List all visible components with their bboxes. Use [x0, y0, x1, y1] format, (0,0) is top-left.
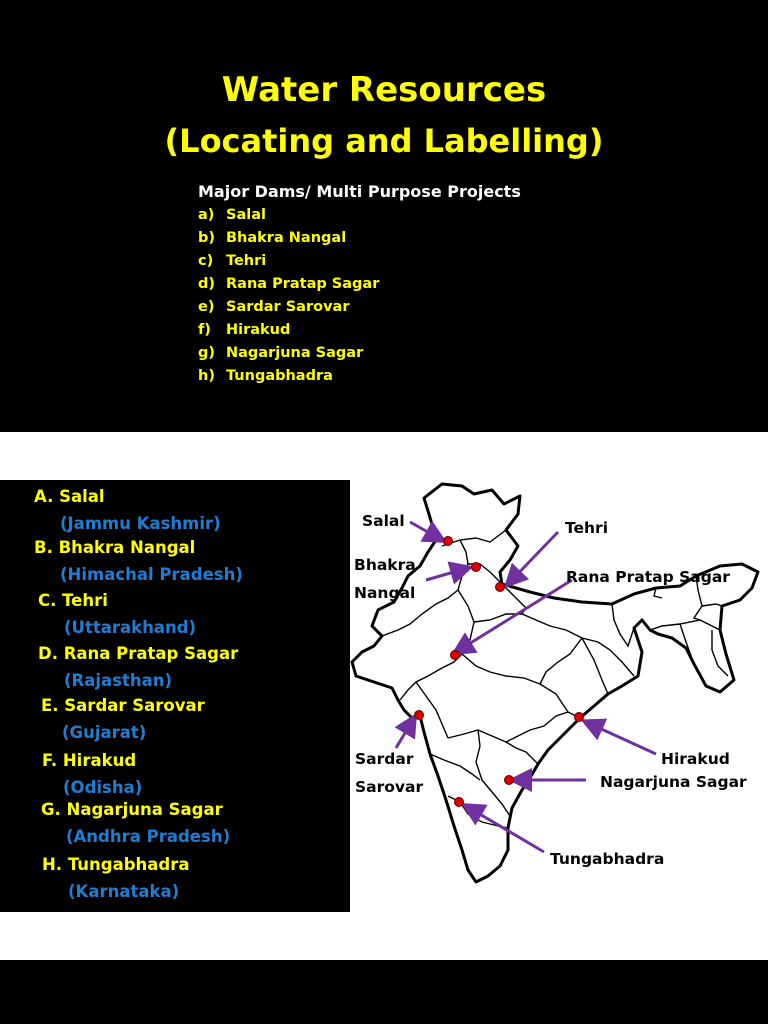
- marker-nagarjuna-sagar: [505, 776, 514, 785]
- list-marker: a): [198, 207, 215, 223]
- dam-name: G. Nagarjuna Sagar: [41, 800, 223, 819]
- list-item: [198, 207, 379, 230]
- marker-hirakud: [575, 713, 584, 722]
- list-item: [198, 368, 379, 391]
- dam-state: (Karnataka): [68, 882, 180, 901]
- list-item: [198, 322, 379, 345]
- slide-subtitle: (Locating and Labelling): [164, 122, 604, 160]
- arrow-salal: [410, 522, 442, 540]
- answer-item-salal: [34, 487, 221, 534]
- marker-sardar-sarovar: [415, 711, 424, 720]
- india-map-panel: [350, 480, 768, 912]
- list-item-label: Sardar Sarovar: [226, 299, 350, 315]
- dam-state: (Gujarat): [62, 723, 147, 742]
- india-outline: [352, 484, 758, 882]
- list-marker: d): [198, 276, 216, 292]
- map-label-salal: Salal: [362, 512, 405, 530]
- list-marker: c): [198, 253, 214, 269]
- marker-tehri: [496, 583, 505, 592]
- list-item: [198, 345, 379, 368]
- answer-slide: [0, 480, 768, 912]
- dam-name: F. Hirakud: [42, 751, 137, 770]
- dam-state: (Jammu Kashmir): [60, 514, 221, 533]
- list-heading: Major Dams/ Multi Purpose Projects: [198, 182, 521, 201]
- arrow-hirakud: [586, 722, 656, 754]
- dam-name: D. Rana Pratap Sagar: [38, 644, 239, 663]
- list-item-label: Bhakra Nangal: [226, 230, 347, 246]
- answer-item-hirakud: [42, 751, 142, 798]
- answer-item-tehri: [38, 591, 196, 638]
- list-marker: g): [198, 345, 216, 361]
- dam-state: (Himachal Pradesh): [60, 565, 243, 584]
- arrow-tungabhadra: [466, 806, 544, 852]
- list-item: [198, 299, 379, 322]
- dam-state: (Odisha): [63, 778, 143, 797]
- dam-name: E. Sardar Sarovar: [41, 696, 205, 715]
- list-item: [198, 253, 379, 276]
- answer-item-rana-pratap-sagar: [38, 644, 238, 691]
- list-item: [198, 276, 379, 299]
- map-label-tungabhadra: Tungabhadra: [550, 850, 665, 868]
- answer-item-bhakra: [34, 538, 243, 585]
- list-marker: b): [198, 230, 216, 246]
- arrow-tehri: [508, 532, 558, 584]
- list-marker: h): [198, 368, 215, 384]
- list-marker: e): [198, 299, 215, 315]
- list-item-label: Tungabhadra: [226, 368, 333, 384]
- map-label-sarovar: Sarovar: [355, 778, 424, 796]
- next-slide-strip: [0, 960, 768, 1024]
- dam-name: A. Salal: [34, 487, 105, 506]
- list-item-label: Nagarjuna Sagar: [226, 345, 364, 361]
- map-label-bhakra: Bhakra: [354, 556, 416, 574]
- arrow-sardar-sarovar: [396, 718, 414, 748]
- list-marker: f): [198, 322, 211, 338]
- dam-state: (Uttarakhand): [64, 618, 197, 637]
- map-label-nangal: Nangal: [354, 584, 416, 602]
- map-label-sardar: Sardar: [355, 750, 414, 768]
- arrow-rana-pratap-sagar: [456, 580, 572, 652]
- marker-bhakra-nangal: [472, 563, 481, 572]
- dam-state: (Rajasthan): [64, 671, 173, 690]
- map-label-tehri: Tehri: [565, 519, 609, 537]
- answer-item-sardar-sarovar: [41, 696, 205, 743]
- list-item: [198, 230, 379, 253]
- dam-name: C. Tehri: [38, 591, 108, 610]
- list-item-label: Salal: [226, 207, 266, 223]
- answer-list: [0, 480, 350, 912]
- marker-rana-pratap-sagar: [451, 651, 460, 660]
- title-slide: [0, 0, 768, 432]
- marker-tungabhadra: [455, 798, 464, 807]
- map-label-hirakud: Hirakud: [661, 750, 730, 768]
- india-map: [350, 480, 768, 912]
- dam-name: H. Tungabhadra: [42, 855, 190, 874]
- slide-title: Water Resources: [221, 70, 547, 110]
- answer-item-tungabhadra: [42, 855, 189, 902]
- answer-item-nagarjuna-sagar: [41, 800, 230, 847]
- marker-salal: [444, 537, 453, 546]
- dam-list: [198, 207, 379, 391]
- map-label-rana-pratap-sagar: Rana Pratap Sagar: [566, 568, 730, 586]
- dam-state: (Andhra Pradesh): [66, 827, 231, 846]
- dam-name: B. Bhakra Nangal: [34, 538, 196, 557]
- list-item-label: Tehri: [226, 253, 267, 269]
- list-item-label: Hirakud: [226, 322, 291, 338]
- list-item-label: Rana Pratap Sagar: [226, 276, 380, 292]
- map-label-nagarjuna-sagar: Nagarjuna Sagar: [600, 773, 747, 791]
